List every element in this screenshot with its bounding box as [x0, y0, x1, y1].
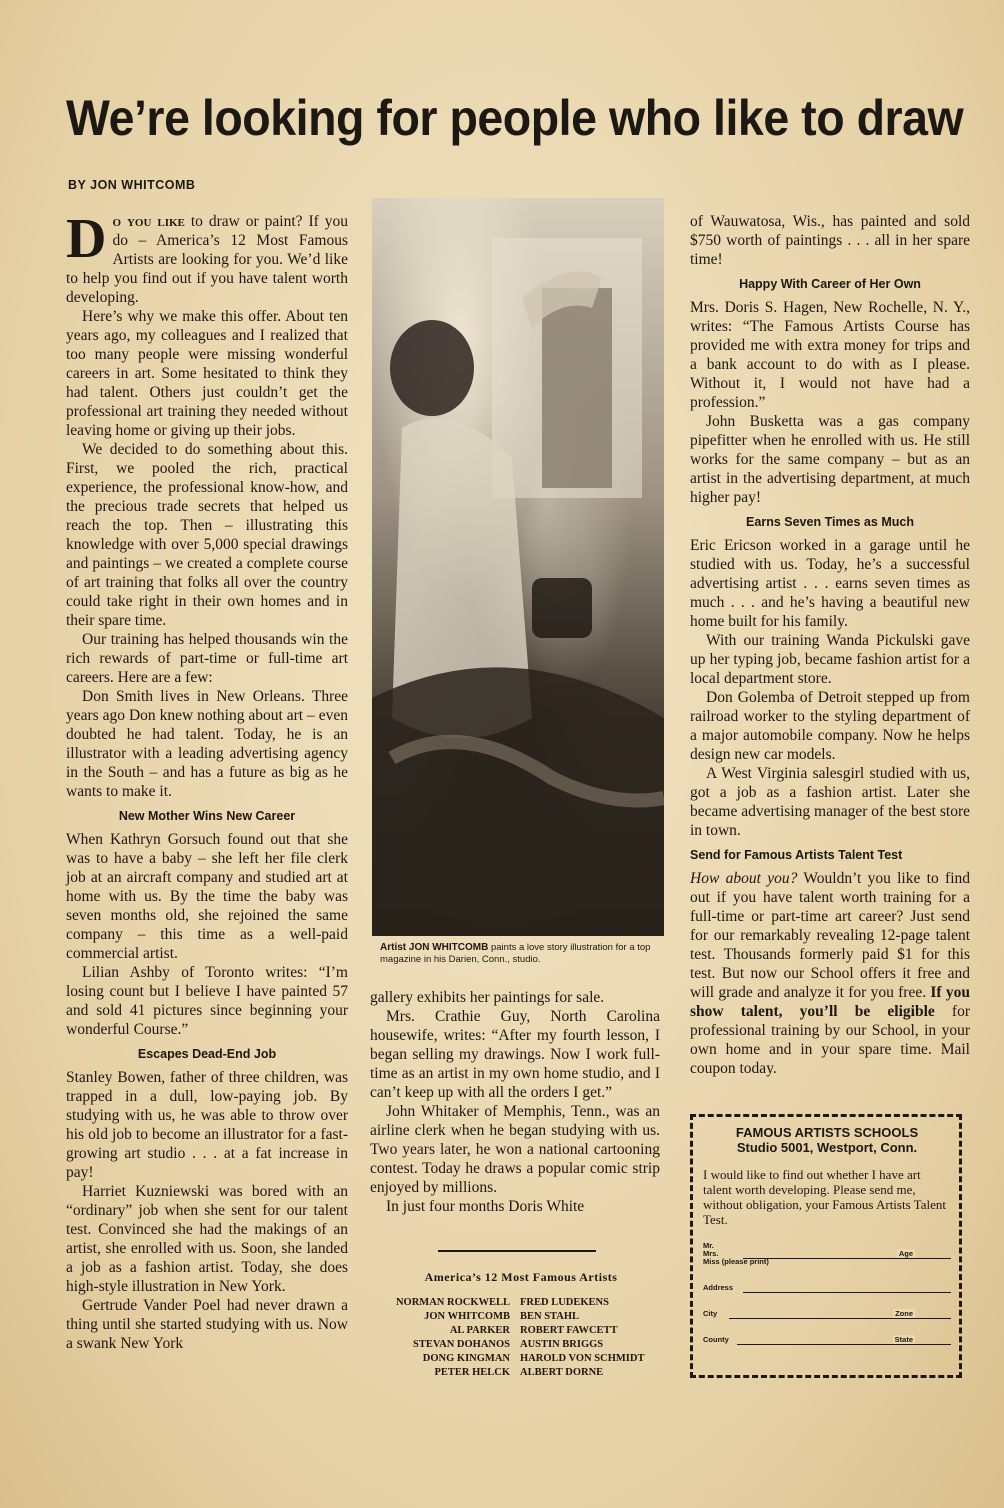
paragraph: John Busketta was a gas company pipefitter when he enrolled with us. He still works for the same company – but as an artist in the advertising department, at much higher pay!: [690, 413, 970, 506]
paragraph: A West Virginia salesgirl studied with us, got a job as a fashion artist. Later she became advertising manager of the best store in town.: [690, 765, 970, 839]
caption-bold: Artist JON WHITCOMB: [380, 942, 489, 953]
subheading: Happy With Career of Her Own: [739, 277, 921, 291]
paragraph: Lilian Ashby of Toronto writes: “I’m losing count but I believe I have painted 57 and sold 41 pictures since beginning your wonderful Course.”: [66, 964, 348, 1038]
county-line: [737, 1344, 951, 1345]
name-hint: (please print): [721, 1257, 769, 1266]
title-miss: Miss: [703, 1257, 720, 1266]
address-label: Address: [703, 1283, 734, 1292]
subheading: Send for Famous Artists Talent Test: [690, 848, 903, 862]
coupon-school: FAMOUS ARTISTS SCHOOLS: [735, 1125, 919, 1140]
city-field[interactable]: [703, 1305, 951, 1321]
paragraph: Harriet Kuzniewski was bored with an “ordinary” job when she sent for our talent test. Convinced she had the makings of an artist, she enrolled with us. Soon, she landed a job as a fashion artist. Today, she does high-style illustration in New York.: [66, 1183, 348, 1295]
intro-smallcaps: o you like: [112, 213, 185, 230]
paragraph: When Kathryn Gorsuch found out that she was to have a baby – she left her file clerk job at an aircraft company and studied art at home with us. By the time the baby was seven months old, she rejoined the same company – this time as a well-paid commercial artist.: [66, 831, 348, 962]
title-mrs: Mrs.: [703, 1249, 719, 1258]
intro-paragraph: [66, 208, 348, 307]
artist-name: BEN STAHL: [520, 1311, 580, 1322]
article-column-1: [66, 208, 348, 1353]
city-line: [729, 1318, 951, 1319]
headline: We’re looking for people who like to draw: [66, 90, 964, 146]
artist-name: AL PARKER: [449, 1325, 510, 1336]
artists-title: America’s 12 Most Famous Artists: [424, 1270, 618, 1284]
paragraph: of Wauwatosa, Wis., has painted and sold $750 worth of paintings . . . all in her spare time!: [690, 213, 970, 268]
subheading: Earns Seven Times as Much: [746, 515, 914, 529]
paragraph: Don Smith lives in New Orleans. Three years ago Don knew nothing about art – even doubted he had talent. Today, he is an illustrator with a leading advertising agency in the South – and has a future as big as he wants to make it.: [66, 688, 348, 800]
artist-name: ROBERT FAWCETT: [520, 1325, 618, 1336]
bold-text: If you show talent, you’ll be eligible: [690, 984, 970, 1020]
name-label: [703, 1242, 769, 1266]
dropcap: D: [66, 208, 107, 270]
paragraph: Stanley Bowen, father of three children, was trapped in a dull, low-paying job. By studying with us, he was able to throw over his old job to become an illustrator for a fast-growing art studio . . . at a fat increase in pay!: [66, 1069, 348, 1181]
paragraph: Mrs. Crathie Guy, North Carolina housewife, writes: “After my fourth lesson, I began selling my drawings. Now I work full-time as an artist in my own home studio, and I can’t keep up with all the orders I get.”: [370, 1008, 660, 1101]
paragraph: Don Golemba of Detroit stepped up from railroad worker to the styling department of a major automobile company. Now he helps design new car models.: [690, 689, 970, 763]
article-column-2: [370, 988, 660, 1216]
coupon-text: I would like to find out whether I have art talent worth developing. Please send me, without obligation, your Famous Artists Talent Test.: [703, 1167, 946, 1227]
artist-photo-illustration: [372, 198, 664, 936]
address-line: [743, 1292, 951, 1293]
artist-name: JON WHITCOMB: [424, 1311, 510, 1322]
subheading: Escapes Dead-End Job: [137, 1047, 277, 1061]
intro-text: to draw or paint? If you do – America’s 12 Most Famous Artists are looking for you. We’d like to help you find out if you have talent worth developing.: [66, 213, 348, 306]
paragraph: [690, 869, 970, 1078]
paragraph: Gertrude Vander Poel had never drawn a thing until she started studying with us. Now a swank New York: [66, 1297, 348, 1352]
paragraph: We decided to do something about this. First, we pooled the rich, practical experience, the professional know-how, and the precious trade secrets that helped us reach the top. Then – illustrating this knowledge with over 5,000 special drawings and paintings – we created a complete course of art training that folks all over the country could take right in their own homes and in their spare time.: [66, 441, 348, 629]
artist-name: STEVAN DOHANOS: [413, 1339, 510, 1350]
mail-coupon: [690, 1114, 962, 1378]
zone-label: Zone: [895, 1309, 913, 1318]
name-field[interactable]: [703, 1237, 951, 1269]
paragraph: Our training has helped thousands win the rich rewards of part-time or full-time art careers. Here are a few:: [66, 631, 348, 686]
address-field[interactable]: [703, 1279, 951, 1295]
artist-name: PETER HELCK: [434, 1367, 510, 1378]
artist-name: ALBERT DORNE: [520, 1367, 604, 1378]
city-label: City: [703, 1309, 718, 1318]
paragraph: In just four months Doris White: [386, 1198, 585, 1215]
paragraph: Eric Ericson worked in a garage until he studied with us. Today, he’s a successful advertising artist . . . earns seven times as much . . . and he’s having a beautiful new home built for his family.: [690, 537, 970, 630]
name-line: [743, 1258, 951, 1259]
paragraph: With our training Wanda Pickulski gave up her typing job, became fashion artist for a local department store.: [690, 632, 970, 687]
artist-photo: [372, 198, 664, 936]
paragraph: John Whitaker of Memphis, Tenn., was an airline clerk when he began studying with us. Two years later, he won a national cartooning contest. Today he draws a popular comic strip enjoyed by millions.: [370, 1103, 660, 1196]
italic-text: How about you?: [690, 870, 798, 887]
divider: [438, 1250, 596, 1252]
artist-name: NORMAN ROCKWELL: [395, 1297, 510, 1308]
byline: BY JON WHITCOMB: [68, 178, 196, 192]
artists-list: [362, 1296, 672, 1380]
coupon-address: Studio 5001, Westport, Conn.: [736, 1140, 918, 1155]
paragraph: gallery exhibits her paintings for sale.: [370, 989, 605, 1006]
article-column-3: [690, 212, 970, 1078]
caption-text: paints a love story illustration for a top magazine in his Darien, Conn., studio.: [380, 942, 651, 965]
state-label: State: [894, 1335, 913, 1344]
artist-name: AUSTIN BRIGGS: [520, 1339, 604, 1350]
artist-name: HAROLD VON SCHMIDT: [520, 1353, 645, 1364]
artist-name: FRED LUDEKENS: [520, 1297, 609, 1308]
subheading: New Mother Wins New Career: [118, 809, 296, 823]
paragraph-text: for professional training by our School, in your own home and in your spare time. Mail coupon today.: [690, 1003, 971, 1077]
paragraph-text: Wouldn’t you like to find out if you have talent worth training for a full-time or part-time art career? Just send for our remarkably revealing 12-page talent test. Thousands formerly paid $1 for this test. But now our School offers it free and will grade and analyze it for you free.: [690, 870, 971, 1001]
artist-name: DONG KINGMAN: [422, 1353, 510, 1364]
age-label: Age: [898, 1249, 913, 1258]
paragraph: Here’s why we make this offer. About ten years ago, my colleagues and I realized that too many people were missing wonderful careers in art. Some hesitated to think they had talent. Others just couldn’t get the professional art training they needed without leaving home or giving up their jobs.: [66, 308, 348, 439]
county-field[interactable]: [703, 1331, 951, 1347]
county-label: County: [703, 1335, 729, 1344]
paragraph: Mrs. Doris S. Hagen, New Rochelle, N. Y., writes: “The Famous Artists Course has provided me with extra money for trips and a bank account to do with as I please. Without it, I would not have had a profession.”: [690, 299, 970, 411]
title-mr: Mr.: [703, 1241, 714, 1250]
photo-caption: [380, 942, 670, 966]
